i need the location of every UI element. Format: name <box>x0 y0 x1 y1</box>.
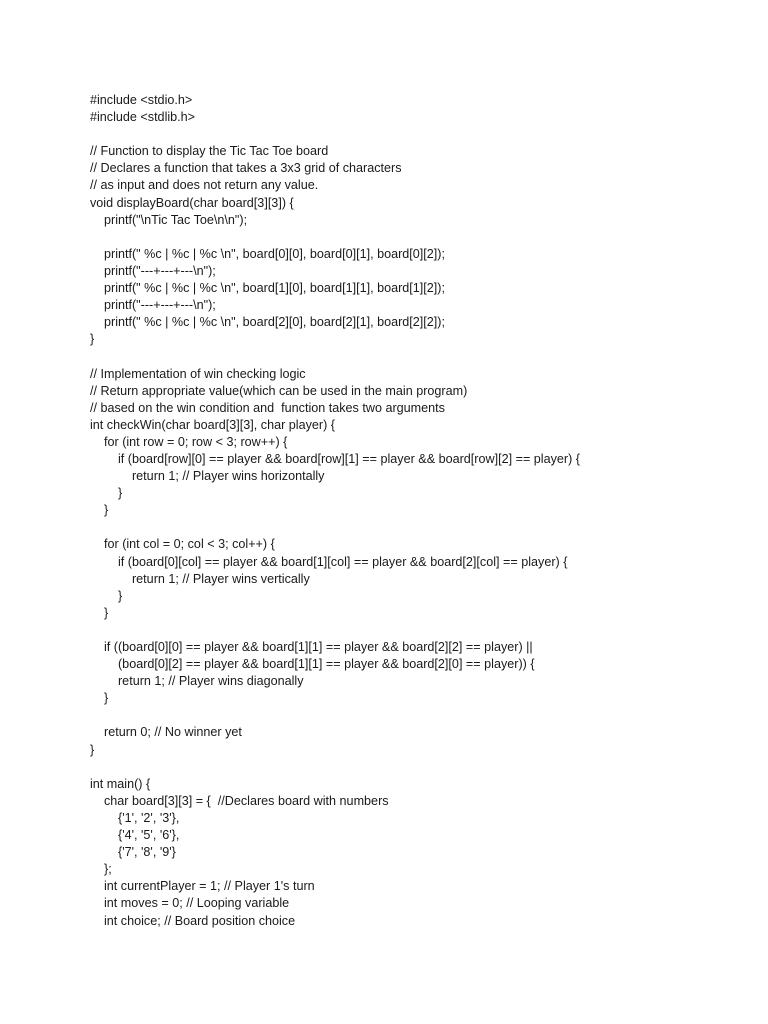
code-line: printf(" %c | %c | %c \n", board[0][0], board[0][1], board[0][2]); <box>90 246 445 261</box>
code-line: int main() { <box>90 776 151 791</box>
code-line: } <box>90 742 95 757</box>
code-line: if (board[0][col] == player && board[1][col] == player && board[2][col] == player) { <box>90 554 568 569</box>
code-line: int choice; // Board position choice <box>90 913 296 928</box>
code-line: } <box>90 486 123 501</box>
code-line: } <box>90 605 109 620</box>
code-line <box>90 126 750 143</box>
code-line: } <box>90 588 123 603</box>
code-line <box>90 348 750 365</box>
code-line: printf("---+---+---\n"); <box>90 298 216 313</box>
code-line <box>90 229 750 246</box>
code-listing <box>90 92 750 930</box>
code-line: {'7', '8', '9'} <box>90 845 176 860</box>
code-line: void displayBoard(char board[3][3]) { <box>90 195 294 210</box>
code-line: int currentPlayer = 1; // Player 1's turn <box>90 879 315 894</box>
code-line: printf("---+---+---\n"); <box>90 263 216 278</box>
code-line: // Declares a function that takes a 3x3 grid of characters <box>90 161 402 176</box>
code-line: (board[0][2] == player && board[1][1] == player && board[2][0] == player)) { <box>90 657 535 672</box>
code-line: printf("\nTic Tac Toe\n\n"); <box>90 212 248 227</box>
code-line: printf(" %c | %c | %c \n", board[2][0], board[2][1], board[2][2]); <box>90 315 445 330</box>
code-line: int checkWin(char board[3][3], char player) { <box>90 417 335 432</box>
code-line: } <box>90 332 95 347</box>
code-line: // Function to display the Tic Tac Toe board <box>90 144 329 159</box>
code-line: if (board[row][0] == player && board[row][1] == player && board[row][2] == player) { <box>90 451 581 466</box>
code-line: char board[3][3] = { //Declares board with numbers <box>90 793 389 808</box>
code-line: }; <box>90 862 112 877</box>
code-line: for (int row = 0; row < 3; row++) { <box>90 434 288 449</box>
code-line: printf(" %c | %c | %c \n", board[1][0], board[1][1], board[1][2]); <box>90 281 445 296</box>
code-line <box>90 622 750 639</box>
code-line: if ((board[0][0] == player && board[1][1] == player && board[2][2] == player) || <box>90 640 533 654</box>
code-line <box>90 707 750 724</box>
code-line: } <box>90 691 109 706</box>
code-line: // as input and does not return any value. <box>90 178 319 193</box>
code-line: return 1; // Player wins horizontally <box>90 469 325 484</box>
code-line: // Return appropriate value(which can be used in the main program) <box>90 383 468 398</box>
code-line: return 1; // Player wins vertically <box>90 571 310 586</box>
code-line <box>90 759 750 776</box>
code-line: for (int col = 0; col < 3; col++) { <box>90 537 275 552</box>
code-line: #include <stdio.h> <box>90 93 193 107</box>
code-line: // Implementation of win checking logic <box>90 366 306 381</box>
code-line: #include <stdlib.h> <box>90 110 196 125</box>
code-line: {'1', '2', '3'}, <box>90 810 180 825</box>
code-line: {'4', '5', '6'}, <box>90 828 180 843</box>
code-line: return 0; // No winner yet <box>90 725 242 740</box>
code-line: int moves = 0; // Looping variable <box>90 896 290 911</box>
code-line: // based on the win condition and function takes two arguments <box>90 400 445 415</box>
code-line: return 1; // Player wins diagonally <box>90 674 304 689</box>
code-line <box>90 519 750 536</box>
code-line: } <box>90 503 109 518</box>
